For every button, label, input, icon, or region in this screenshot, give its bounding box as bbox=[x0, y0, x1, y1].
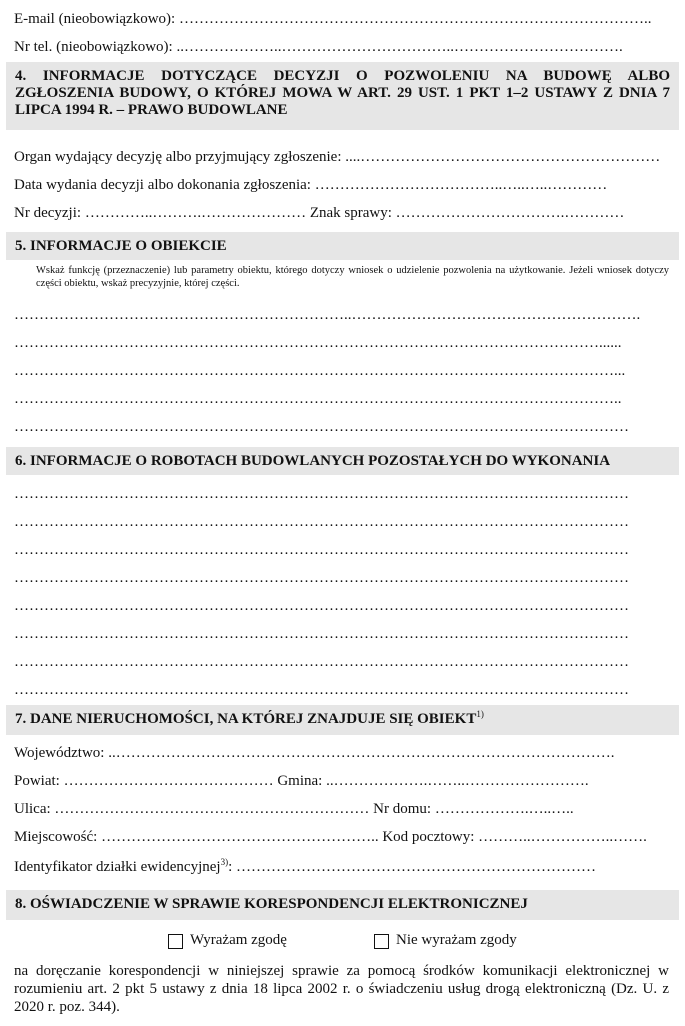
consent-paragraph: na doręczanie korespondencji w niniejszej sprawie za pomocą środków komunikacji elektronicznej w rozumieniu art. 2 pkt 5 ustawy z dnia 18 lipca 2002 r. o świadczeniu usług drogą elektroniczną (Dz. U. z 2020 r. poz. 344). bbox=[14, 963, 669, 1015]
works-line-8[interactable]: …………………………………………………………………………………………………………… bbox=[14, 682, 629, 698]
county-field[interactable]: …………………………………… bbox=[63, 773, 278, 789]
email-field[interactable]: ………………………………………………………………………………….. bbox=[178, 11, 652, 27]
decision-number-row[interactable] bbox=[14, 204, 671, 222]
consent-checkbox[interactable] bbox=[168, 934, 183, 949]
commune-label: Gmina: bbox=[277, 773, 327, 789]
works-line-5[interactable]: …………………………………………………………………………………………………………… bbox=[14, 598, 629, 614]
phone-field[interactable]: ..………………..……………………………..……………………………. bbox=[176, 39, 623, 55]
email-label: E-mail (nieobowiązkowo): bbox=[14, 11, 179, 27]
works-line-6[interactable]: …………………………………………………………………………………………………………… bbox=[14, 626, 629, 642]
parcel-label: Identyfikator działki ewidencyjnej bbox=[14, 859, 221, 875]
object-line-4[interactable]: ………………………………………………………………………………………………………….. bbox=[14, 391, 622, 407]
county-label: Powiat: bbox=[14, 773, 64, 789]
organ-label: Organ wydający decyzję albo przyjmujący zgłoszenie: bbox=[14, 149, 346, 165]
decision-date-field[interactable]: ………………………………..…..…..………… bbox=[314, 177, 608, 193]
phone-label: Nr tel. (nieobowiązkowo): bbox=[14, 39, 177, 55]
decision-number-label: Nr decyzji: bbox=[14, 205, 85, 221]
consent-label: Wyrażam zgodę bbox=[190, 932, 287, 948]
section-6-header: 6. INFORMACJE O ROBOTACH BUDOWLANYCH POZOSTAŁYCH DO WYKONANIA bbox=[6, 447, 679, 475]
object-line-2[interactable]: ………………………………………………………………………………………………………...... bbox=[14, 335, 622, 351]
locality-row[interactable] bbox=[14, 828, 671, 846]
voivodeship-field[interactable]: ..………………………………………………………………………………………. bbox=[108, 745, 615, 761]
email-row[interactable] bbox=[14, 10, 671, 28]
works-line-7[interactable]: …………………………………………………………………………………………………………… bbox=[14, 654, 629, 670]
decision-number-field[interactable]: …………..……….………………… bbox=[84, 205, 307, 221]
no-consent-checkbox[interactable] bbox=[374, 934, 389, 949]
organ-field[interactable]: ....…………………………………………………… bbox=[345, 149, 661, 165]
works-line-1[interactable]: …………………………………………………………………………………………………………… bbox=[14, 486, 629, 502]
works-line-2[interactable]: …………………………………………………………………………………………………………… bbox=[14, 514, 629, 530]
section-5-hint: Wskaż funkcję (przeznaczenie) lub parametry obiektu, którego dotyczy wniosek o udzielenie pozwolenia na użytkowanie. Jeżeli wniosek dotyczy części obiektu, wskaż precyzyjnie, której części. bbox=[36, 265, 669, 289]
decision-date-row[interactable] bbox=[14, 176, 671, 194]
parcel-row[interactable] bbox=[14, 858, 671, 876]
no-consent-label: Nie wyrażam zgody bbox=[396, 932, 517, 948]
section-5-header: 5. INFORMACJE O OBIEKCIE bbox=[6, 232, 679, 260]
organ-row[interactable] bbox=[14, 148, 671, 166]
house-number-field[interactable]: ……………….…..….. bbox=[434, 801, 574, 817]
section-7-title: 7. DANE NIERUCHOMOŚCI, NA KTÓREJ ZNAJDUJE SIĘ OBIEKT bbox=[15, 711, 477, 727]
case-sign-label: Znak sprawy: bbox=[306, 205, 396, 221]
commune-field[interactable]: ..……………….……..……………………. bbox=[326, 773, 589, 789]
parcel-field[interactable]: ……………………………………………………………… bbox=[236, 859, 597, 875]
footnote-ref-3: 3) bbox=[220, 858, 229, 867]
parcel-colon: : bbox=[228, 859, 237, 875]
section-8-header: 8. OŚWIADCZENIE W SPRAWIE KORESPONDENCJI ELEKTRONICZNEJ bbox=[6, 890, 679, 920]
postal-code-label: Kod pocztowy: bbox=[382, 829, 479, 845]
object-line-3[interactable]: …………………………………………………………………………………………………………... bbox=[14, 363, 626, 379]
works-line-4[interactable]: …………………………………………………………………………………………………………… bbox=[14, 570, 629, 586]
object-line-5[interactable]: …………………………………………………………………………………………………………… bbox=[14, 419, 629, 435]
phone-row[interactable] bbox=[14, 38, 671, 56]
decision-date-label: Data wydania decyzji albo dokonania zgłoszenia: bbox=[14, 177, 315, 193]
section-7-header bbox=[6, 705, 679, 735]
county-commune-row[interactable] bbox=[14, 772, 671, 790]
street-field[interactable]: ……………………………………………………… bbox=[54, 801, 374, 817]
house-number-label: Nr domu: bbox=[373, 801, 435, 817]
case-sign-field[interactable]: …………………………….………… bbox=[395, 205, 625, 221]
section-4-header: 4. INFORMACJE DOTYCZĄCE DECYZJI O POZWOLENIU NA BUDOWĘ ALBO ZGŁOSZENIA BUDOWY, O KTÓREJ MOWA W ART. 29 UST. 1 PKT 1–2 USTAWY Z DNIA 7 LIPCA 1994 R. – PRAWO BUDOWLANE bbox=[6, 62, 679, 130]
street-label: Ulica: bbox=[14, 801, 55, 817]
voivodeship-row[interactable] bbox=[14, 744, 671, 762]
voivodeship-label: Województwo: bbox=[14, 745, 109, 761]
street-row[interactable] bbox=[14, 800, 671, 818]
footnote-ref-1: 1) bbox=[476, 709, 484, 719]
locality-label: Miejscowość: bbox=[14, 829, 102, 845]
locality-field[interactable]: ……………………………………………….. bbox=[101, 829, 383, 845]
works-line-3[interactable]: …………………………………………………………………………………………………………… bbox=[14, 542, 629, 558]
object-line-1[interactable]: …………………………………………………………..…………………………………………………. bbox=[14, 307, 641, 323]
postal-code-field[interactable]: ………..……………..……. bbox=[478, 829, 647, 845]
